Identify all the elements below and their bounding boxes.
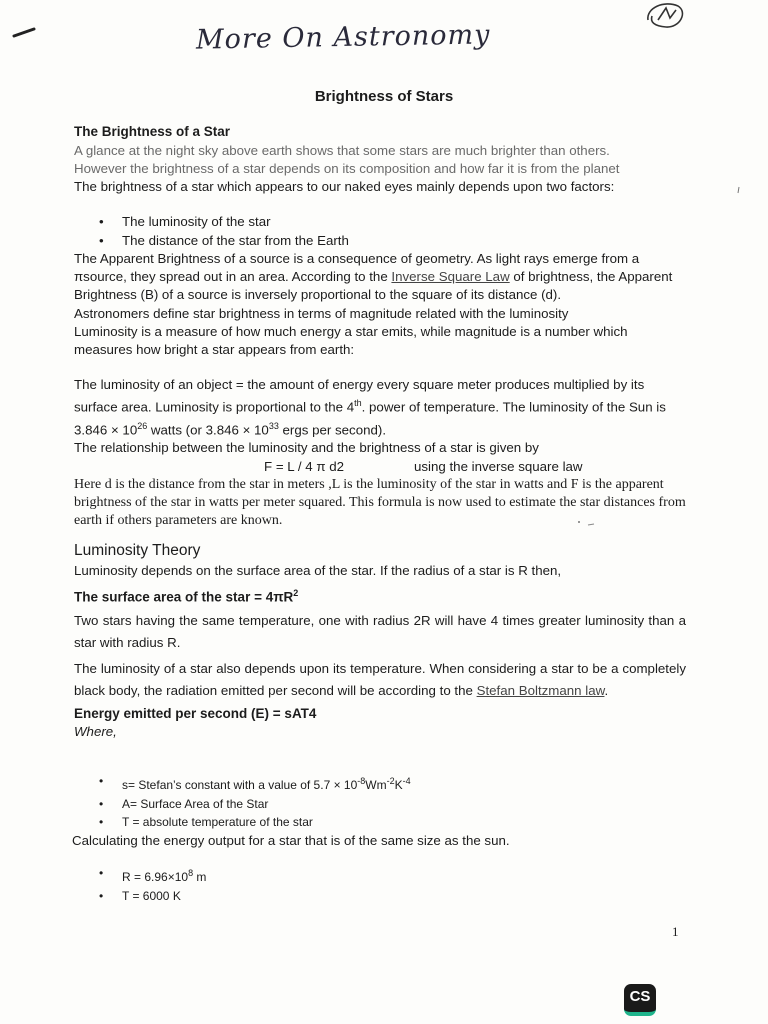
scan-specks bbox=[576, 518, 598, 528]
list-item: • The distance of the star from the Earth bbox=[74, 232, 686, 251]
paragraph-text: The relationship between the luminosity and the brightness of a star is given by bbox=[74, 440, 539, 456]
list-item: • A= Surface Area of the Star bbox=[74, 795, 686, 814]
paragraph-line: The brightness of a star which appears to our naked eyes mainly depends upon two factors: bbox=[74, 179, 615, 195]
list-text: R = 6.96×10 bbox=[122, 870, 189, 884]
where-label: Where, bbox=[74, 723, 117, 739]
energy-variables-list bbox=[74, 772, 686, 832]
paragraph-text: The luminosity of an object = the amount of energy every square meter produces multiplied by its surface area. Luminosity is proportional to the 4 bbox=[74, 377, 645, 415]
superscript: 8 bbox=[188, 868, 194, 878]
energy-formula: Energy emitted per second (E) = sAT4 bbox=[74, 705, 317, 721]
formula-text: The surface area of the star = 4πR bbox=[74, 589, 294, 605]
camscanner-logo-icon: CS bbox=[624, 984, 656, 1016]
paragraph-text: . bbox=[604, 682, 609, 698]
superscript: 2 bbox=[293, 588, 299, 599]
paragraph-text: . power of temperature. The luminosity of the Sun is 3.846 × 10 bbox=[74, 399, 666, 438]
superscript: -2 bbox=[386, 776, 395, 786]
pen-stroke-mark bbox=[12, 26, 36, 38]
list-item: • T = 6000 K bbox=[74, 887, 686, 906]
paragraph-line: A glance at the night sky above earth shows that some stars are much brighter than others. bbox=[74, 143, 610, 158]
list-text: Wm bbox=[365, 778, 387, 792]
paragraph-text: The luminosity of a star also depends upon its temperature. When considering a star to be a completely black body, the radiation emitted per second will be according to the bbox=[74, 660, 686, 698]
paragraph-text: Here d is the distance from the star in meters ,L is the luminosity of the star in watts and F is the apparent brightness of the star in watts per meter squared. This formula is now used to estimate the star distances from earth if others parameters are known. bbox=[74, 476, 686, 528]
handwritten-title: More On Astronomy bbox=[195, 19, 491, 56]
list-item bbox=[74, 864, 686, 887]
paragraph-text: Astronomers define star brightness in terms of magnitude related with the luminosity bbox=[74, 305, 569, 321]
paragraph-text: ergs per second). bbox=[278, 422, 387, 438]
paragraph-text: watts (or 3.846 × 10 bbox=[147, 422, 269, 438]
paragraph-text: Luminosity is a measure of how much energy a star emits, while magnitude is a number which measures how bright a star appears from earth: bbox=[74, 323, 628, 358]
surface-area-formula bbox=[74, 584, 686, 607]
stefan-boltzmann-link[interactable]: Stefan Boltzmann law bbox=[476, 682, 605, 698]
paragraph-line: However the brightness of a star depends on its composition and how far it is from the planet bbox=[74, 161, 620, 177]
page-number: 1 bbox=[672, 924, 679, 939]
luminosity-paragraph bbox=[74, 376, 686, 530]
section-heading: The Brightness of a Star bbox=[74, 124, 231, 139]
paragraph-text: Two stars having the same temperature, one with radius 2R will have 4 times greater luminosity than a star with radius R. bbox=[74, 612, 686, 650]
formula-text: F = L / 4 π d2 bbox=[264, 458, 345, 474]
superscript: -8 bbox=[357, 776, 366, 786]
scan-speck bbox=[736, 186, 742, 194]
paragraph-text: The Apparent Brightness of a source is a consequence of geometry. As light rays emerge from a πsource, they spread out in an area. According to the bbox=[74, 251, 640, 285]
energy-variables-block bbox=[74, 772, 686, 850]
apparent-brightness-paragraph bbox=[74, 250, 686, 359]
formula-note: using the inverse square law bbox=[414, 458, 583, 474]
stefan-paragraph bbox=[74, 658, 686, 702]
section-luminosity-theory bbox=[74, 540, 686, 741]
brightness-formula bbox=[74, 458, 686, 476]
list-item: • The luminosity of the star bbox=[74, 213, 686, 232]
signature-scribble-icon bbox=[644, 0, 688, 30]
list-item: • T = absolute temperature of the star bbox=[74, 813, 686, 832]
paragraph-text: of brightness, the Apparent Brightness (B) of a source is inversely proportional to the square of its distance (d). bbox=[74, 269, 673, 303]
inverse-square-law-link[interactable]: Inverse Square Law bbox=[391, 269, 510, 285]
section-brightness bbox=[74, 122, 686, 197]
factors-list-block bbox=[74, 213, 686, 250]
factors-list bbox=[74, 213, 686, 250]
paragraph-text: Luminosity depends on the surface area of the star. If the radius of a star is R then, bbox=[74, 563, 562, 578]
superscript: 26 bbox=[137, 420, 148, 431]
list-text: s= Stefan’s constant with a value of 5.7 × 10 bbox=[122, 778, 358, 792]
sun-values-block bbox=[74, 864, 686, 905]
sun-values-list bbox=[74, 864, 686, 905]
paragraph-text: Calculating the energy output for a star that is of the same size as the sun. bbox=[72, 832, 510, 848]
section-heading: Luminosity Theory bbox=[74, 542, 201, 559]
superscript: 33 bbox=[268, 420, 279, 431]
superscript: th bbox=[354, 398, 362, 409]
superscript: -4 bbox=[402, 776, 411, 786]
page-title: Brightness of Stars bbox=[314, 88, 454, 105]
list-item bbox=[74, 772, 686, 795]
list-text: K bbox=[394, 778, 403, 792]
list-text: m bbox=[193, 870, 207, 884]
